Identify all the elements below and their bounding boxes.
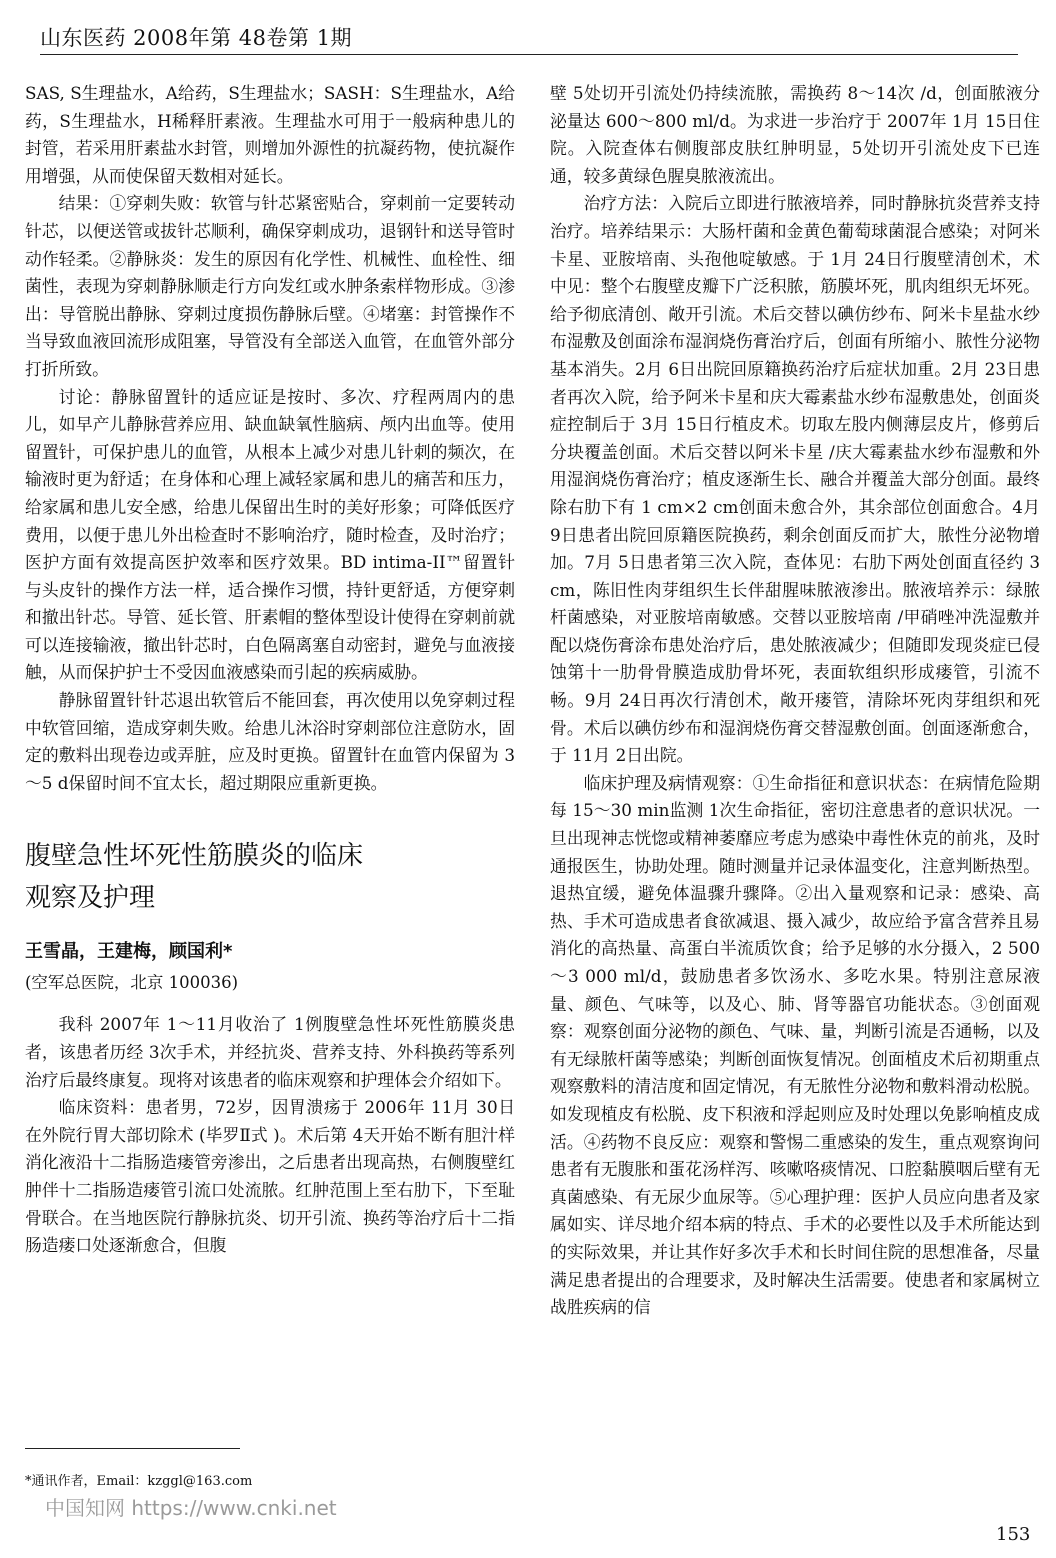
body-paragraph: 临床护理及病情观察：①生命指征和意识状态：在病情危险期每 15～30 min监测 1次生命指征，密切注意患者的意识状况。一旦出现神志恍惚或精神萎靡应考虑为感染中毒性休克的前兆，及时通报医生，协助处理。随时测量并记录体温变化，注意判断热型。退热宜缓，避免体温骤升骤降。②出入量观察和记录：感染、高热、手术可造成患者食欲减退、摄入减少，故应给予富含营养且易消化的高热量、高蛋白半流质饮食；给予足够的水分摄入，2 500～3 000 ml/d，鼓励患者多饮汤水、多吃水果。特别注意尿液量、颜色、气味等，以及心、肺、肾等器官功能状态。③创面观察：观察创面分泌物的颜色、气味、量，判断引流是否通畅，以及有无绿脓杆菌等感染；判断创面恢复情况。创面植皮术后初期重点观察敷料的清洁度和固定情况，有无脓性分泌物和敷料滑动松脱。如发现植皮有松脱、皮下积液和浮起则应及时处理以免影响植皮成活。④药物不良反应：观察和警惕二重感染的发生，重点观察询问患者有无腹胀和蛋花汤样泻、咳嗽咯痰情况、口腔黏膜咽后壁有无真菌感染、有无尿少血尿等。⑤心理护理：医护人员应向患者及家属如实、详尽地介绍本病的特点、手术的必要性以及手术所能达到的实际效果，并让其作好多次手术和长时间住院的思想准备，尽量满足患者提出的合理要求，及时解决生活需要。使患者和家属树立战胜疾病的信 [550,772,1040,1318]
page-number: 153 [996,1524,1031,1545]
article-title-line: 观察及护理 [25,883,156,914]
left-column [25,80,515,1510]
journal-title: 山东医药 2008年第 48卷第 1期 [40,26,353,50]
header-rule [40,54,1018,55]
body-paragraph: 我科 2007年 1～11月收治了 1例腹壁急性坏死性筋膜炎患者，该患者历经 3次手术，并经抗炎、营养支持、外科换药等系列治疗后最终康复。现将对该患者的临床观察和护理体会介绍如下。 [25,1014,515,1090]
page-header [40,22,1020,60]
body-paragraph: 结果：①穿刺失败：软管与针芯紧密贴合，穿刺前一定要转动针芯，以便送管或拔针芯顺利，确保穿刺成功，退钢针和送导管时动作轻柔。②静脉炎：发生的原因有化学性、机械性、血栓性、细菌性，表现为穿刺静脉顺走行方向发红或水肿条索样物形成。③渗出：导管脱出静脉、穿刺过度损伤静脉后壁。④堵塞：封管操作不当导致血液回流形成阻塞，导管没有全部送入血管，在血管外部分打折所致。 [25,193,515,379]
article-title-line: 腹壁急性坏死性筋膜炎的临床 [25,841,364,872]
cnki-watermark: 中国知网 https://www.cnki.net [45,1496,337,1520]
body-paragraph: 治疗方法：入院后立即进行脓液培养，同时静脉抗炎营养支持治疗。培养结果示：大肠杆菌和金黄色葡萄球菌混合感染；对阿米卡星、亚胺培南、头孢他啶敏感。于 1月 24日行腹壁清创术，术中见：整个右腹壁皮瓣下广泛积脓，筋膜坏死，肌肉组织无坏死。给予彻底清创、敞开引流。术后交替以碘仿纱布、阿米卡星盐水纱布湿敷及创面涂布湿润烧伤膏治疗后，创面有所缩小、脓性分泌物基本消失。2月 6日出院回原籍换药治疗后症状加重。2月 23日患者再次入院，给予阿米卡星和庆大霉素盐水纱布湿敷患处，创面炎症控制后于 3月 15日行植皮术。切取左股内侧薄层皮片，修剪后分块覆盖创面。术后交替以阿米卡星 /庆大霉素盐水纱布湿敷和外用湿润烧伤膏治疗；植皮逐渐生长、融合并覆盖大部分创面。最终除右肋下有 1 cm×2 cm创面未愈合外，其余部位创面愈合。4月 9日患者出院回原籍医院换药，剩余创面反而扩大，脓性分泌物增加。7月 5日患者第三次入院，查体见：右肋下两处创面直径约 3 cm，陈旧性肉芽组织生长伴甜腥味脓液渗出。脓液培养示：绿脓杆菌感染，对亚胺培南敏感。交替以亚胺培南 /甲硝唑冲洗湿敷并配以烧伤膏涂布患处治疗后，患处脓液减少；但随即发现炎症已侵蚀第十一肋骨骨膜造成肋骨坏死，表面软组织形成瘘管，引流不畅。9月 24日再次行清创术，敞开瘘管，清除坏死肉芽组织和死骨。术后以碘仿纱布和湿润烧伤膏交替湿敷创面。创面逐渐愈合，于 11月 2日出院。 [550,193,1040,766]
body-paragraph: 壁 5处切开引流处仍持续流脓，需换药 8～14次 /d，创面脓液分泌量达 600～800 ml/d。为求进一步治疗于 2007年 1月 15日住院。入院查体右侧腹部皮肤红肿明显，5处切开引流处皮下已连通，较多黄绿色腥臭脓液流出。 [550,83,1040,186]
body-paragraph: 临床资料：患者男，72岁，因胃溃疡于 2006年 11月 30日在外院行胃大部切除术 (毕罗Ⅱ式 )。术后第 4天开始不断有胆汁样消化液沿十二指肠造瘘管旁渗出，之后患者出现高热，右侧腹壁红肿伴十二指肠造瘘管引流口处流脓。红肿范围上至右肋下，下至耻骨联合。在当地医院行静脉抗炎、切开引流、换药等治疗后十二指肠造瘘口处逐渐愈合，但腹 [25,1097,515,1256]
body-paragraph: 静脉留置针针芯退出软管后不能回套，再次使用以免穿刺过程中软管回缩，造成穿刺失败。给患儿沐浴时穿刺部位注意防水，固定的敷料出现卷边或弄脏，应及时更换。留置针在血管内保留为 3～5 d保留时间不宜太长，超过期限应重新更换。 [25,690,515,793]
footnote: *通讯作者，Email：kzggl@163.com [25,1474,253,1489]
body-paragraph: 讨论：静脉留置针的适应证是按时、多次、疗程两周内的患儿，如早产儿静脉营养应用、缺血缺氧性脑病、颅内出血等。使用留置针，可保护患儿的血管，从根本上减少对患儿针刺的频次，在输液时更为舒适；在身体和心理上减轻家属和患儿的痛苦和压力，给家属和患儿安全感，给患儿保留出生时的美好形象；可降低医疗费用，以便于患儿外出检查时不影响治疗，随时检查，及时治疗；医护方面有效提高医护效率和医疗效果。BD intima-II™留置针与头皮针的操作方法一样，适合操作习惯，持针更舒适，方便穿刺和撤出针芯。导管、延长管、肝素帽的整体型设计使得在穿刺前就可以连接输液，撤出针芯时，白色隔离塞自动密封，避免与血液接触，从而保护护士不受因血液感染而引起的疾病威胁。 [25,386,515,683]
affiliation: (空军总医院，北京 100036) [25,973,239,993]
body-paragraph: SAS, S生理盐水，A给药，S生理盐水；SASH：S生理盐水，A给药，S生理盐水，H稀释肝素液。生理盐水可用于一般病种患儿的封管，若采用肝素盐水封管，则增加外源性的抗凝药物，使抗凝作用增强，从而使保留天数相对延长。 [25,83,515,186]
right-column [550,80,1040,1510]
authors: 王雪晶，王建梅，顾国利* [25,941,233,963]
article-title [25,835,515,919]
footnote-rule [25,1448,240,1449]
